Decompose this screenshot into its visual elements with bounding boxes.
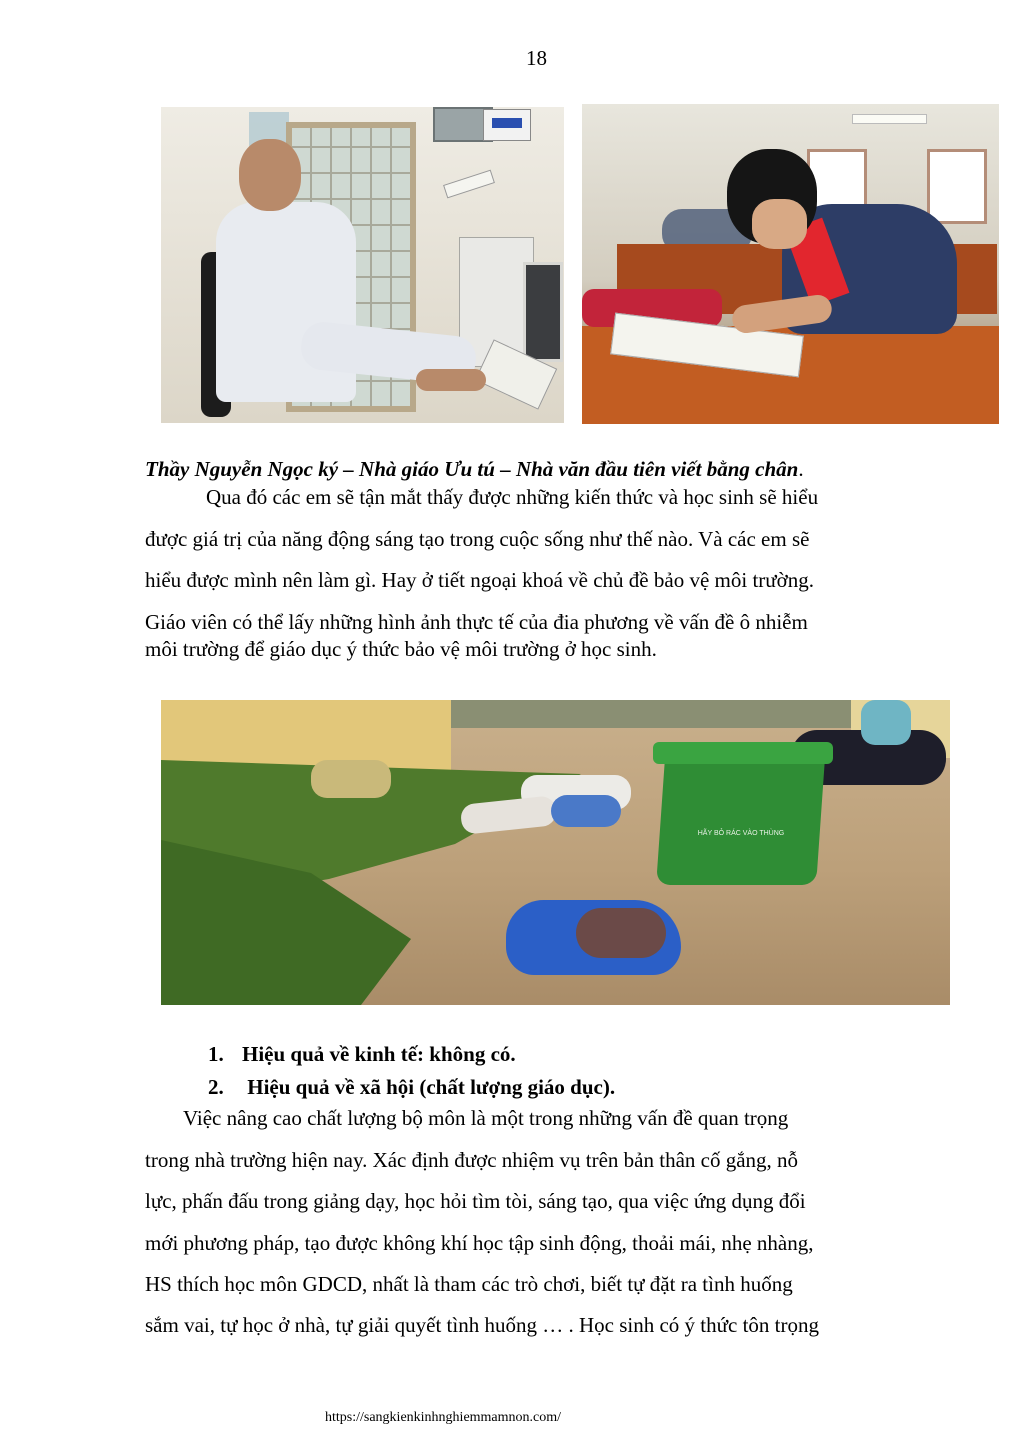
discarded-basket [311, 760, 391, 798]
paragraph1-line3: hiểu được mình nên làm gì. Hay ở tiết ngoại khoá về chủ đề bảo vệ môi trường. [145, 568, 815, 592]
paragraph2-line6: sắm vai, tự học ở nhà, tự giải quyết tình huống … . Học sinh có ý thức tôn trọng [145, 1313, 819, 1337]
photo-student-writing-with-feet [582, 104, 999, 424]
paragraph2-line1: Việc nâng cao chất lượng bộ môn là một trong những vấn đề quan trọng [183, 1106, 789, 1130]
ceiling-light [852, 114, 927, 124]
paragraph1-line2: được giá trị của năng động sáng tạo trong cuộc sống như thế nào. Và các em sẽ [145, 527, 810, 551]
paragraph2-line2: trong nhà trường hiện nay. Xác định được nhiệm vụ trên bản thân cố gắng, nỗ [145, 1148, 799, 1172]
teacher-figure [216, 202, 356, 402]
blue-plastic-bag [551, 795, 621, 827]
photo-littered-schoolyard [161, 700, 950, 1005]
student-face [752, 199, 807, 249]
background-trees [451, 700, 851, 728]
rider [861, 700, 911, 745]
blue-trash-bag [506, 900, 681, 975]
footer-url: https://sangkienkinhnghiemmamnon.com/ [325, 1410, 562, 1425]
figure-caption: Thầy Nguyễn Ngọc ký – Nhà giáo Ưu tú – Nhà văn đầu tiên viết bằng chân. [145, 457, 804, 481]
paragraph2-line3: lực, phấn đấu trong giảng dạy, học hỏi tìm tòi, sáng tạo, qua việc ứng dụng đổi [145, 1189, 806, 1213]
paragraph2-line4: mới phương pháp, tạo được không khí học tập sinh động, thoải mái, nhẹ nhàng, [145, 1231, 814, 1255]
teacher-head [239, 139, 301, 211]
trash-bin-label: HÃY BỎ RÁC VÀO THÙNG [697, 830, 785, 837]
paragraph1-line4: Giáo viên có thể lấy những hình ảnh thực tế của đia phương về vấn đề ô nhiễm [145, 610, 808, 634]
list-item-economic: 1. Hiệu quả về kinh tế: không có. [208, 1042, 516, 1066]
page-number: 18 [526, 46, 547, 70]
paragraph1-line5: môi trường để giáo dục ý thức bảo vệ môi trường ở học sinh. [145, 637, 657, 661]
paragraph2-line5: HS thích học môn GDCD, nhất là tham các trò chơi, biết tự đặt ra tình huống [145, 1272, 793, 1296]
green-trash-bin [656, 745, 826, 885]
monitor [523, 262, 563, 362]
classroom-window [927, 149, 987, 224]
paragraph1-line1: Qua đó các em sẽ tận mắt thấy được những kiến thức và học sinh sẽ hiểu [206, 485, 819, 509]
control-panel [483, 109, 531, 141]
list-item-social: 2. Hiệu quả về xã hội (chất lượng giáo dục). [208, 1075, 616, 1099]
yellow-wall [161, 700, 451, 770]
trash-bin-lid [653, 742, 833, 764]
teacher-feet [416, 369, 486, 391]
photo-teacher-writing-with-feet [161, 107, 564, 423]
